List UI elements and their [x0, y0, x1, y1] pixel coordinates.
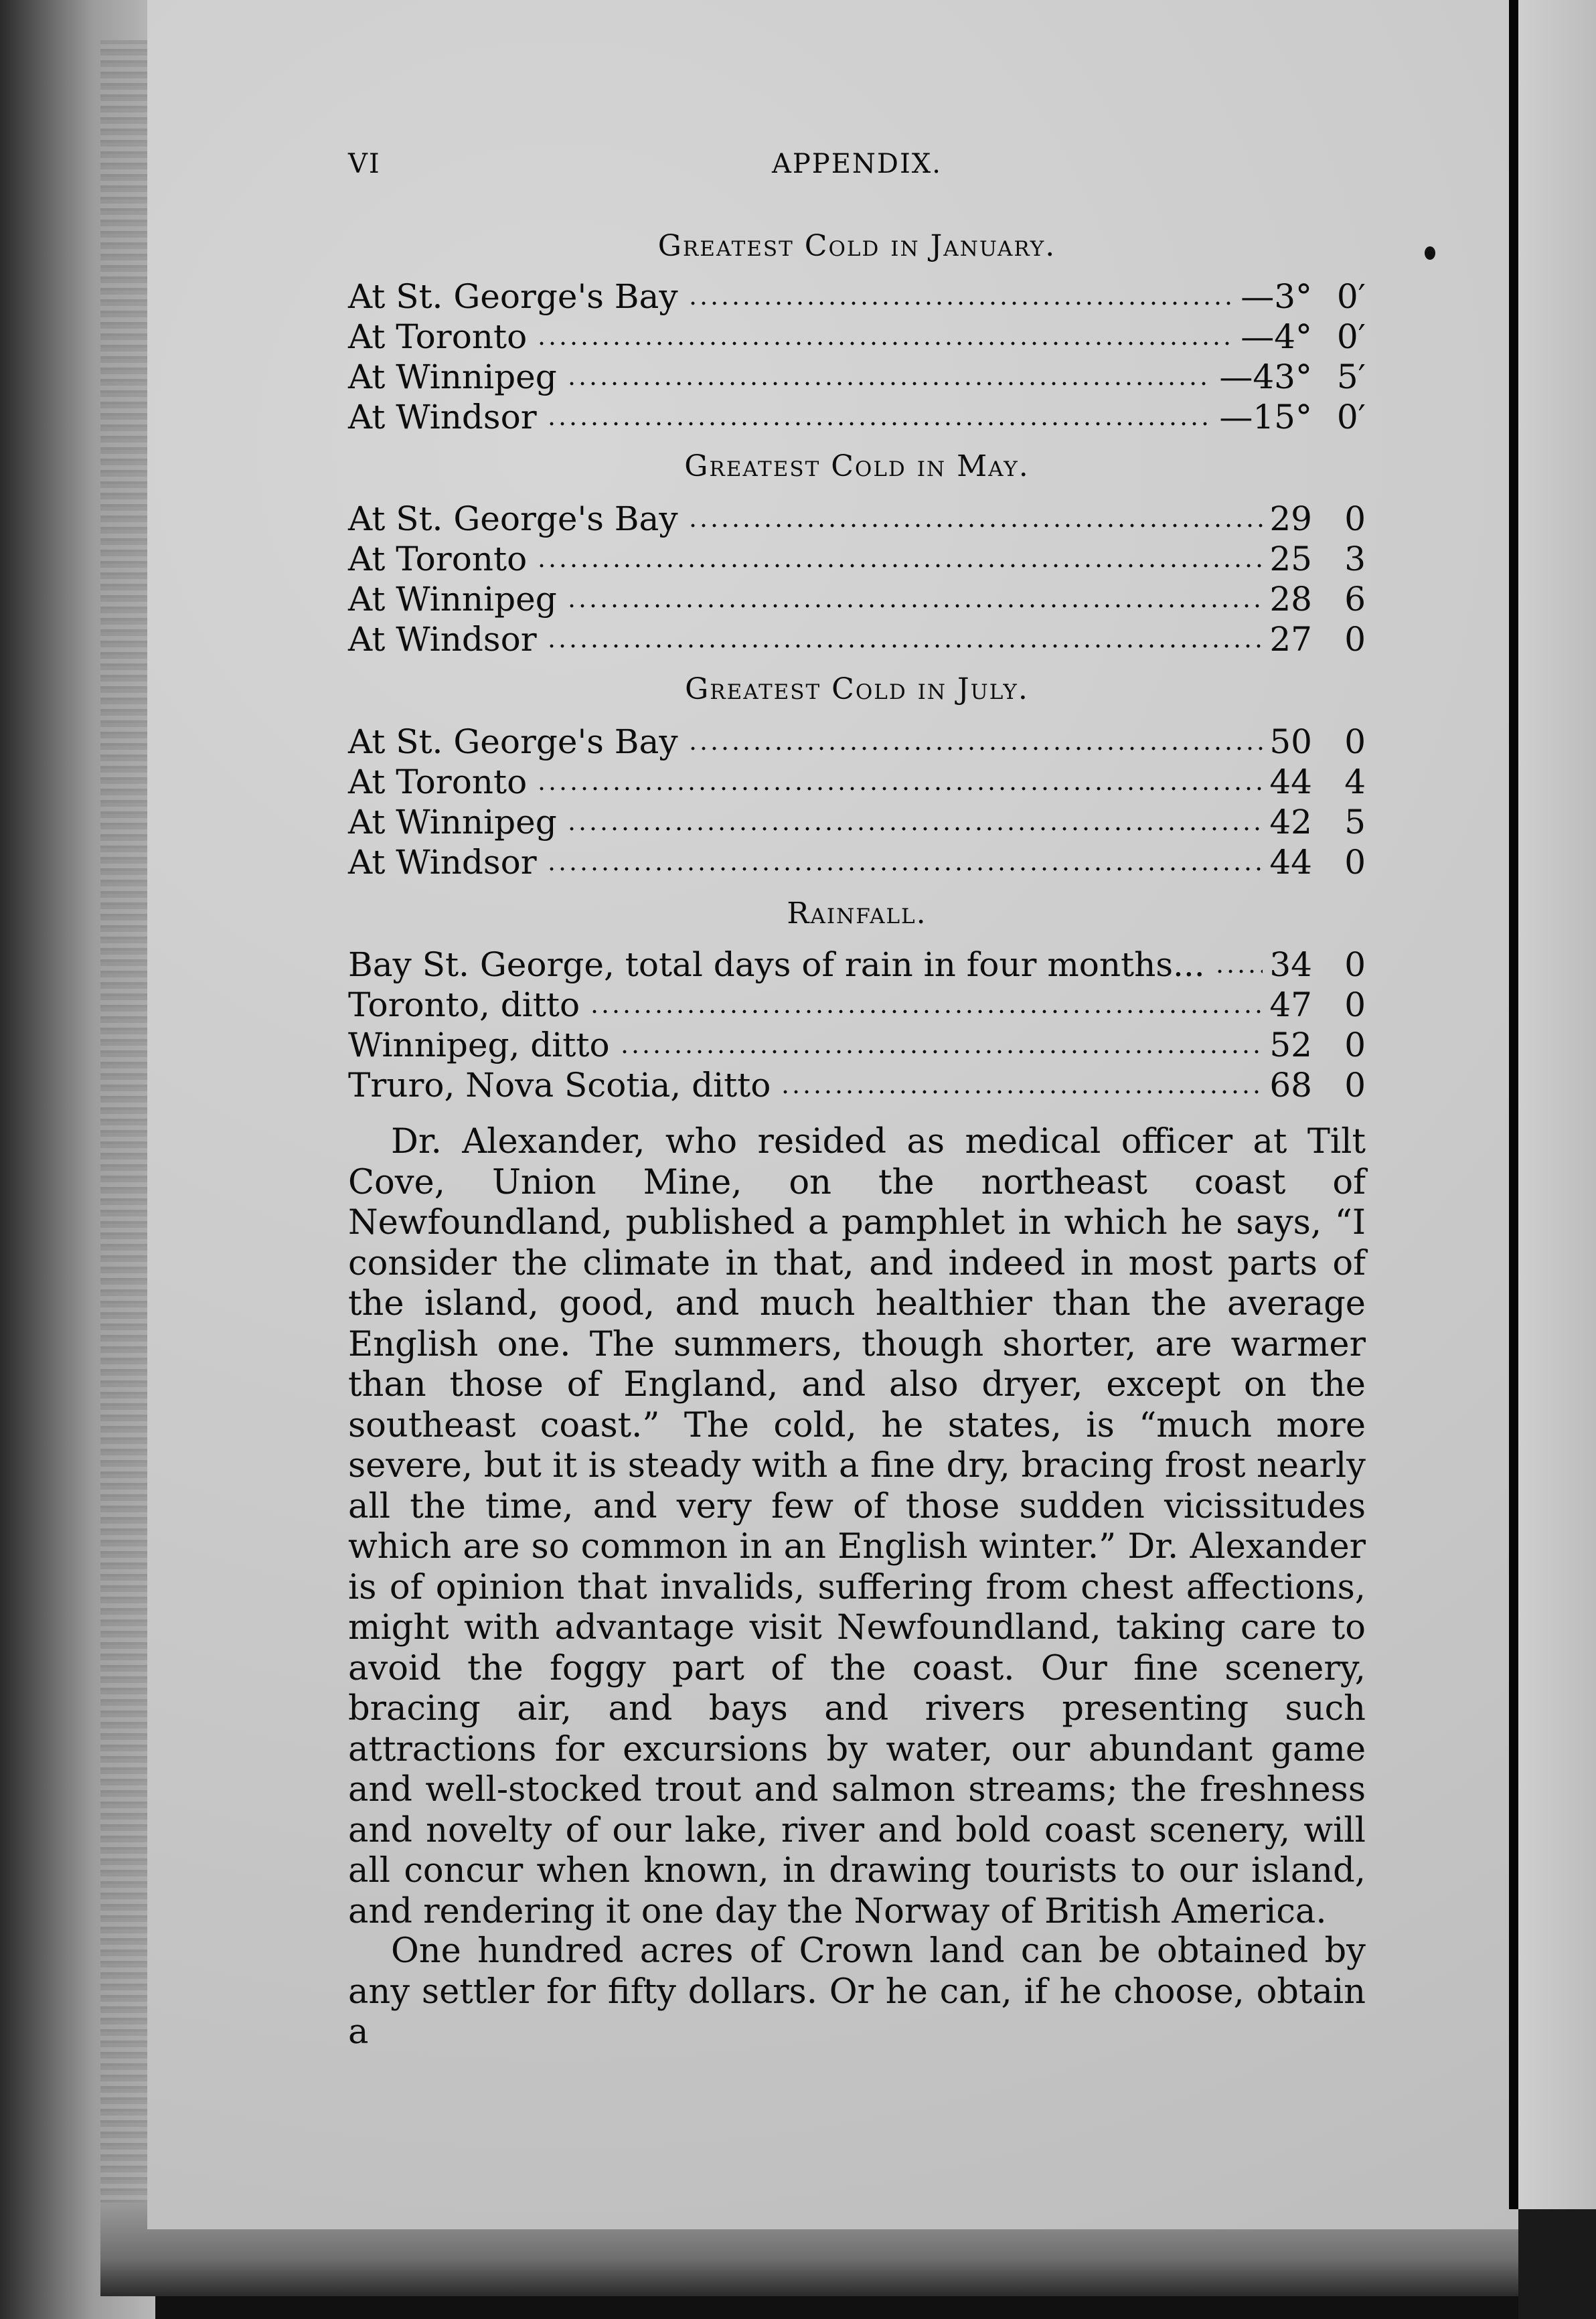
table-row [348, 1064, 1366, 1106]
table-row [348, 276, 1366, 317]
table-row [348, 316, 1366, 357]
section-heading-rainfall: Rainfall. [787, 896, 927, 931]
table-row [348, 842, 1366, 883]
dot-leader [589, 1010, 1263, 1014]
dot-leader [536, 341, 1234, 345]
row-value: 42 [1269, 803, 1312, 842]
row-tenths: 0 [1344, 843, 1366, 882]
dot-leader [688, 301, 1234, 305]
table-row [348, 801, 1366, 843]
row-value: 44 [1269, 763, 1312, 801]
row-label: At Toronto [348, 540, 528, 578]
facing-page-shadow [1518, 2209, 1596, 2319]
row-tenths: 6 [1344, 580, 1366, 619]
table-row [348, 356, 1366, 398]
row-value: —43° [1219, 357, 1312, 396]
body-paragraph: One hundred acres of Crown land can be obtained by any settler for fifty dollars. Or he can, if he choose, obtain a [348, 1931, 1366, 2052]
row-label: At Winnipeg [348, 580, 557, 619]
row-tenths: 3 [1344, 540, 1366, 578]
row-tenths: 0 [1344, 499, 1366, 538]
row-value: 25 [1269, 540, 1312, 578]
row-label: Toronto, ditto [348, 985, 580, 1024]
row-label: At Windsor [348, 398, 537, 436]
row-label: At Toronto [348, 763, 528, 801]
row-tenths: 0 [1344, 620, 1366, 659]
row-tenths: 0 [1344, 945, 1366, 984]
row-label: At St. George's Bay [348, 722, 678, 761]
table-row [348, 984, 1366, 1026]
table-row [348, 498, 1366, 540]
row-tenths: 0′ [1336, 277, 1366, 316]
row-tenths: 5′ [1336, 357, 1366, 396]
page-number: VI [348, 149, 381, 179]
row-value: 44 [1269, 843, 1312, 882]
table-row [348, 578, 1366, 620]
row-tenths: 0 [1344, 985, 1366, 1024]
page-border-rule [1509, 0, 1518, 2209]
row-label: At Winnipeg [348, 803, 557, 842]
table-row [348, 721, 1366, 763]
row-label: At Toronto [348, 317, 528, 356]
page-edges [100, 40, 147, 2243]
row-tenths: 0′ [1336, 317, 1366, 356]
row-label: Bay St. George, total days of rain in four months... [348, 945, 1205, 984]
section-heading-january: Greatest Cold in January. [657, 229, 1056, 263]
table-row [348, 538, 1366, 580]
row-value: 50 [1269, 722, 1312, 761]
row-tenths: 0 [1344, 1026, 1366, 1064]
table-row [348, 761, 1366, 803]
dot-leader [780, 1090, 1263, 1094]
row-label: Truro, Nova Scotia, ditto [348, 1066, 771, 1105]
running-head [348, 149, 1366, 189]
row-label: At St. George's Bay [348, 499, 678, 538]
dot-leader [546, 867, 1263, 871]
facing-page-edge [1518, 0, 1596, 2319]
dot-leader [566, 604, 1263, 608]
dot-leader [566, 827, 1263, 831]
table-row [348, 1024, 1366, 1066]
table-row [348, 396, 1366, 438]
row-label: At Windsor [348, 620, 537, 659]
row-label: At Windsor [348, 843, 537, 882]
row-value: —4° [1241, 317, 1312, 356]
row-tenths: 4 [1344, 763, 1366, 801]
row-label: At St. George's Bay [348, 277, 678, 316]
section-heading-july: Greatest Cold in July. [685, 672, 1029, 706]
row-tenths: 5 [1344, 803, 1366, 842]
row-value: —15° [1219, 398, 1312, 436]
dot-leader [619, 1050, 1263, 1054]
table-row [348, 619, 1366, 660]
row-value: 47 [1269, 985, 1312, 1024]
body-paragraph: Dr. Alexander, who resided as medical officer at Tilt Cove, Union Mine, on the northeast coast of Newfoundland, published a pamphlet in which he says, “I consider the climate in that, and indeed in most parts of the island, good, and much healthier than the average English one. The summers, though shorter, are warmer than those of England, and also dryer, except on the southeast coast.” The cold, he states, is “much more severe, but it is steady with a fine dry, bracing frost nearly all the time, and very few of those sudden vicissitudes which are so common in an English winter.” Dr. Alexander is of opinion that invalids, suffering from chest affections, might with advantage visit Newfoundland, taking care to avoid the foggy part of the coast. Our fine scenery, bracing air, and bays and rivers presenting such attractions for excursions by water, our abundant game and well-stocked trout and salmon streams; the freshness and novelty of our lake, river and bold coast scenery, will all concur when known, in drawing tourists to our island, and rendering it one day the Norway of British America. [348, 1122, 1366, 1931]
table-row [348, 944, 1366, 985]
row-value: 28 [1269, 580, 1312, 619]
dot-leader [536, 787, 1263, 791]
dot-leader [546, 422, 1212, 426]
dot-leader [546, 644, 1263, 648]
row-value: 34 [1269, 945, 1312, 984]
row-value: 52 [1269, 1026, 1312, 1064]
row-value: 68 [1269, 1066, 1312, 1105]
row-label: Winnipeg, ditto [348, 1026, 610, 1064]
dot-leader [566, 382, 1212, 386]
row-tenths: 0 [1344, 1066, 1366, 1105]
row-tenths: 0 [1344, 722, 1366, 761]
dot-leader [688, 746, 1263, 750]
row-label: At Winnipeg [348, 357, 557, 396]
dot-leader [536, 564, 1263, 568]
dot-leader [1214, 969, 1263, 973]
row-value: —3° [1241, 277, 1312, 316]
ink-spot [1425, 246, 1435, 260]
row-tenths: 0′ [1336, 398, 1366, 436]
section-heading-may: Greatest Cold in May. [684, 449, 1030, 483]
dot-leader [688, 524, 1263, 528]
running-title: APPENDIX. [772, 149, 942, 179]
row-value: 27 [1269, 620, 1312, 659]
row-value: 29 [1269, 499, 1312, 538]
